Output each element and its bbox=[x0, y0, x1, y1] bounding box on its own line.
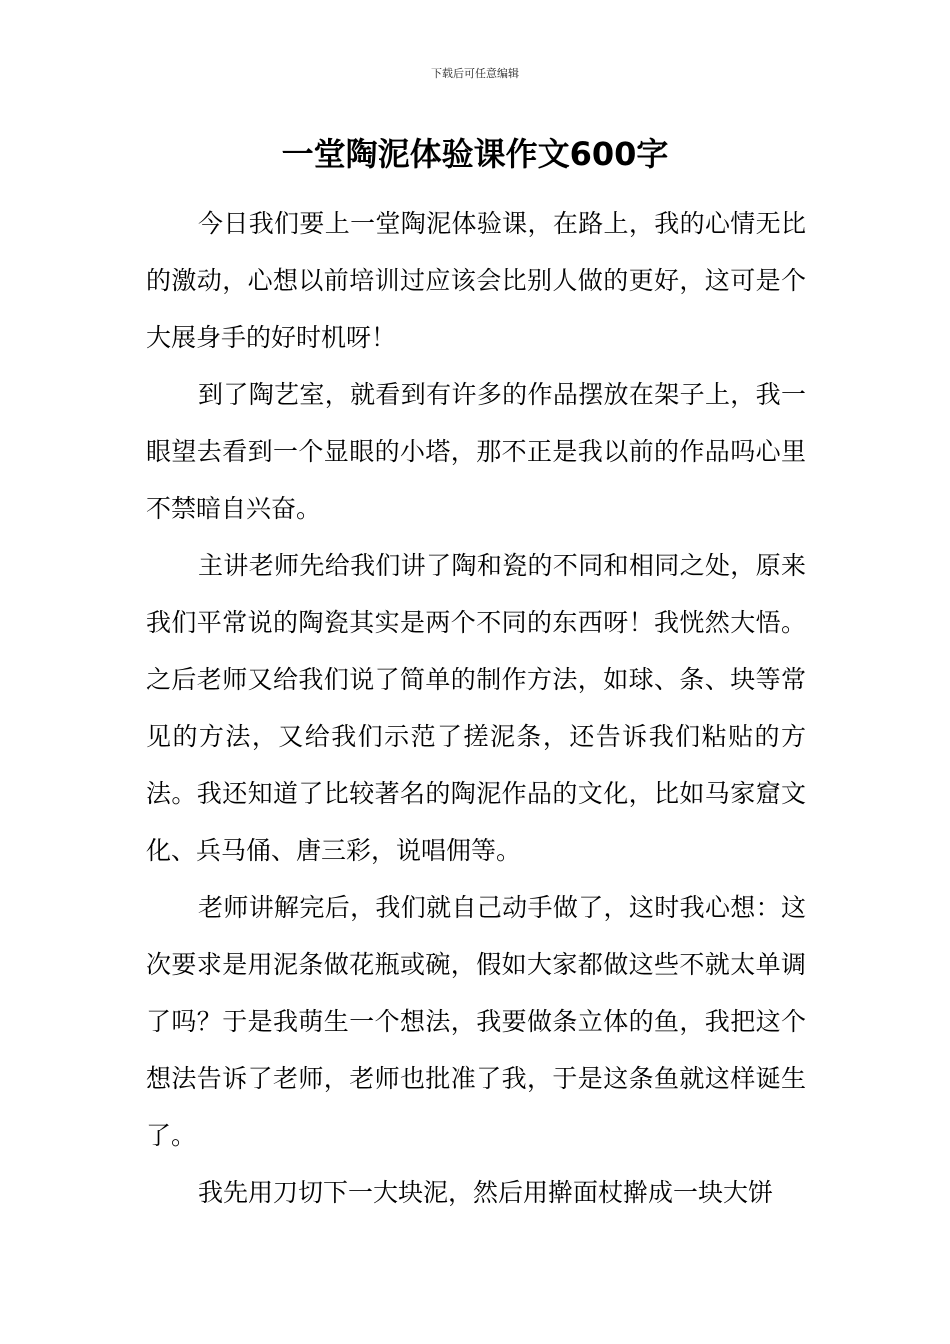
document-body bbox=[146, 195, 806, 1221]
paragraph-3: 主讲老师先给我们讲了陶和瓷的不同和相同之处，原来我们平常说的陶瓷其实是两个不同的东西呀！我恍然大悟。之后老师又给我们说了简单的制作方法，如球、条、块等常见的方法，又给我们示范了搓泥条，还告诉我们粘贴的方法。我还知道了比较著名的陶泥作品的文化，比如马家窟文化、兵马俑、唐三彩，说唱佣等。 bbox=[146, 551, 806, 865]
header-note: 下载后可任意编辑 bbox=[431, 67, 519, 80]
paragraph-2: 到了陶艺室，就看到有许多的作品摆放在架子上，我一眼望去看到一个显眼的小塔，那不正是我以前的作品吗心里不禁暗自兴奋。 bbox=[146, 380, 806, 523]
paragraph-1: 今日我们要上一堂陶泥体验课，在路上，我的心情无比的激动，心想以前培训过应该会比别人做的更好，这可是个大展身手的好时机呀！ bbox=[146, 209, 806, 352]
paragraph-4: 老师讲解完后，我们就自己动手做了，这时我心想：这次要求是用泥条做花瓶或碗，假如大家都做这些不就太单调了吗？于是我萌生一个想法，我要做条立体的鱼，我把这个想法告诉了老师，老师也批准了我，于是这条鱼就这样诞生了。 bbox=[146, 893, 806, 1150]
document-title: 一堂陶泥体验课作文600字 bbox=[281, 135, 669, 173]
paragraph-5: 我先用刀切下一大块泥，然后用擀面杖擀成一块大饼 bbox=[198, 1178, 774, 1207]
